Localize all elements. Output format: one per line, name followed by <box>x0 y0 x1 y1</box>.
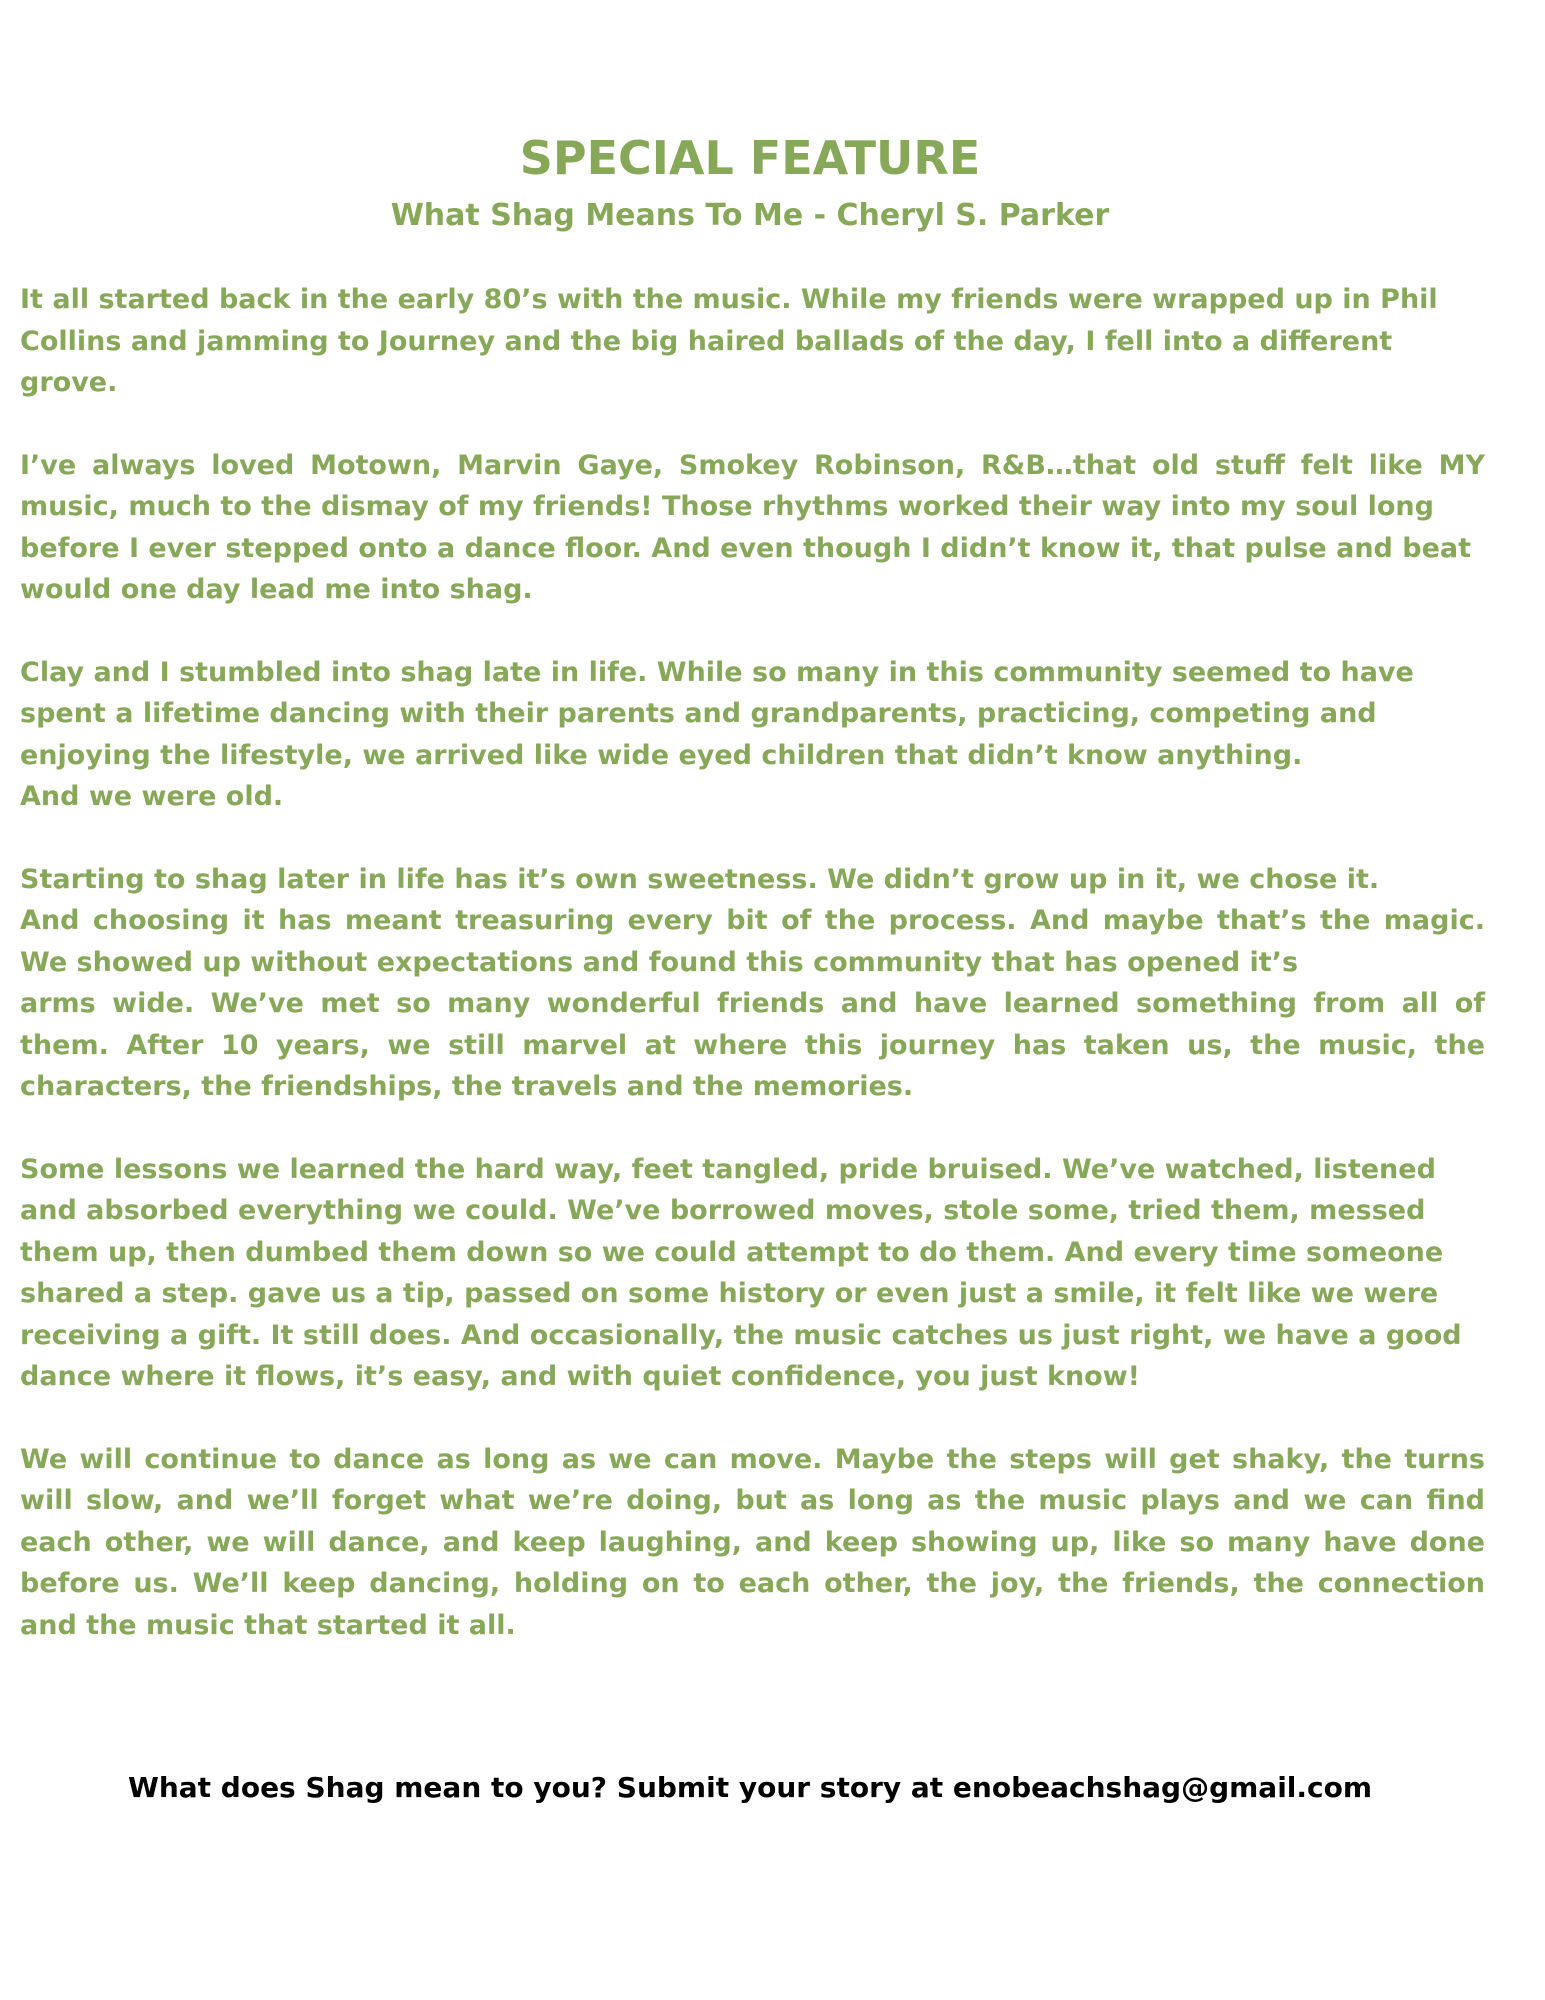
article-subtitle: What Shag Means To Me - Cheryl S. Parker <box>390 198 1110 233</box>
paragraph-line: each other, we will dance, and keep laughing, and keep showing up, like so many have done <box>20 1526 1485 1558</box>
paragraph-line: would one day lead me into shag. <box>20 574 533 605</box>
paragraph-line: enjoying the lifestyle, we arrived like wide eyed children that didn’t know anything. <box>20 739 1303 771</box>
paragraph-line: dance where it flows, it’s easy, and with quiet confidence, you just know! <box>20 1361 1140 1392</box>
article-paragraph <box>20 652 1485 818</box>
paragraph-line: It all started back in the early 80’s with the music. While my friends were wrapped up in Phil <box>20 284 1438 315</box>
article-paragraph <box>20 445 1485 611</box>
paragraph-line: before I ever stepped onto a dance floor. And even though I didn’t know it, that pulse and beat <box>20 532 1472 564</box>
paragraph-line: Clay and I stumbled into shag late in life. While so many in this community seemed to have <box>20 656 1414 688</box>
paragraph-line: Some lessons we learned the hard way, feet tangled, pride bruised. We’ve watched, listened <box>20 1153 1436 1185</box>
paragraph-line: Collins and jamming to Journey and the big haired ballads of the day, I fell into a different <box>20 325 1393 357</box>
paragraph-line: spent a lifetime dancing with their parents and grandparents, practicing, competing and <box>20 698 1377 729</box>
article-paragraph <box>20 859 1485 1108</box>
paragraph-line: and absorbed everything we could. We’ve borrowed moves, stole some, tried them, messed <box>20 1195 1426 1226</box>
article-paragraph <box>20 279 1485 404</box>
paragraph-line: Starting to shag later in life has it’s own sweetness. We didn’t grow up in it, we chose it. <box>20 863 1380 895</box>
paragraph-line: and the music that started it all. <box>20 1609 516 1641</box>
paragraph-line: And choosing it has meant treasuring every bit of the process. And maybe that’s the magic. <box>20 905 1485 936</box>
paragraph-line: before us. We’ll keep dancing, holding on to each other, the joy, the friends, the connection <box>20 1568 1485 1599</box>
paragraph-line: arms wide. We’ve met so many wonderful friends and have learned something from all of <box>20 988 1485 1019</box>
paragraph-line: them up, then dumbed them down so we could attempt to do them. And every time someone <box>20 1236 1444 1268</box>
paragraph-line: music, much to the dismay of my friends! Those rhythms worked their way into my soul long <box>20 491 1434 522</box>
article-paragraph <box>20 1149 1485 1398</box>
paragraph-line: will slow, and we’ll forget what we’re doing, but as long as the music plays and we can find <box>20 1485 1485 1516</box>
paragraph-line: And we were old. <box>20 781 284 812</box>
paragraph-line: shared a step. gave us a tip, passed on some history or even just a smile, it felt like we were <box>20 1278 1439 1309</box>
paragraph-line: receiving a gift. It still does. And occasionally, the music catches us just right, we have a good <box>20 1319 1462 1351</box>
paragraph-line: them. After 10 years, we still marvel at where this journey has taken us, the music, the <box>20 1029 1485 1061</box>
page-title: SPECIAL FEATURE <box>519 131 981 185</box>
paragraph-line: I’ve always loved Motown, Marvin Gaye, Smokey Robinson, R&B…that old stuff felt like MY <box>20 449 1485 481</box>
paragraph-line: We will continue to dance as long as we can move. Maybe the steps will get shaky, the turns <box>20 1443 1485 1475</box>
submission-call-to-action: What does Shag mean to you? Submit your story at enobeachshag@gmail.com <box>127 1771 1373 1804</box>
article-body <box>20 279 1485 1687</box>
paragraph-line: grove. <box>20 367 118 398</box>
paragraph-line: characters, the friendships, the travels and the memories. <box>20 1071 914 1102</box>
article-paragraph <box>20 1439 1485 1647</box>
paragraph-line: We showed up without expectations and found this community that has opened it’s <box>20 946 1299 978</box>
